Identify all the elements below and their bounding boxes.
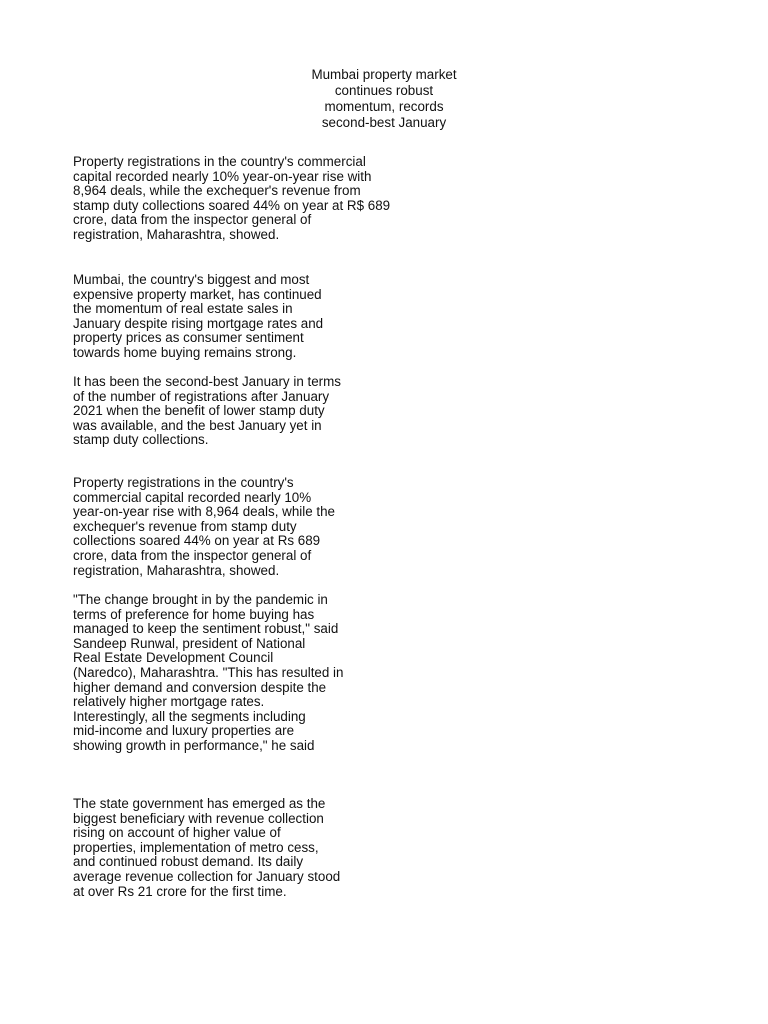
text-line: collections soared 44% on year at Rs 689: [73, 533, 321, 549]
title-line: second-best January: [321, 115, 447, 130]
text-line: The state government has emerged as the: [73, 796, 326, 811]
paragraph-state-government: [73, 797, 433, 899]
paragraph-mumbai-market: [73, 273, 433, 361]
text-line: managed to keep the sentiment robust," said: [73, 621, 339, 637]
text-line: higher demand and conversion despite the: [73, 679, 327, 695]
paragraph-registrations-repeat: [73, 476, 433, 578]
text-line: the momentum of real estate sales in: [73, 301, 293, 317]
text-line: Property registrations in the country's commercial: [73, 154, 366, 169]
text-line: Real Estate Development Council: [73, 650, 274, 666]
text-line: capital recorded nearly 10% year-on-year rise with: [73, 168, 372, 184]
text-line: mid-income and luxury properties are: [73, 723, 295, 739]
text-line: crore, data from the inspector general of: [73, 212, 312, 228]
text-line: registration, Maharashtra, showed.: [73, 562, 280, 578]
text-line: 8,964 deals, while the exchequer's revenue from: [73, 183, 361, 199]
paragraph-second-best: [73, 375, 433, 448]
text-line: Sandeep Runwal, president of National: [73, 635, 306, 651]
title-line: continues robust: [334, 83, 434, 98]
text-line: exchequer's revenue from stamp duty: [73, 518, 297, 534]
text-line: Property registrations in the country's: [73, 475, 294, 490]
text-line: terms of preference for home buying has: [73, 606, 315, 622]
text-line: at over Rs 21 crore for the first time.: [73, 883, 287, 899]
text-line: stamp duty collections soared 44% on year at R$ 689: [73, 197, 391, 213]
text-line: showing growth in performance," he said: [73, 737, 315, 753]
text-line: properties, implementation of metro cess,: [73, 839, 319, 855]
title-line: momentum, records: [324, 99, 444, 114]
text-line: "The change brought in by the pandemic in: [73, 592, 328, 607]
text-line: Mumbai, the country's biggest and most: [73, 272, 310, 287]
text-line: of the number of registrations after January: [73, 388, 330, 404]
text-line: stamp duty collections.: [73, 432, 209, 448]
text-line: rising on account of higher value of: [73, 825, 281, 841]
text-line: 2021 when the benefit of lower stamp duty: [73, 403, 325, 419]
text-line: January despite rising mortgage rates and: [73, 315, 324, 331]
text-line: average revenue collection for January stood: [73, 868, 341, 884]
text-line: year-on-year rise with 8,964 deals, while the: [73, 504, 335, 520]
text-line: crore, data from the inspector general of: [73, 547, 312, 563]
text-line: commercial capital recorded nearly 10%: [73, 489, 312, 505]
paragraph-registrations: [73, 155, 433, 243]
article-title: [284, 67, 484, 131]
text-line: expensive property market, has continued: [73, 286, 322, 302]
text-line: biggest beneficiary with revenue collection: [73, 810, 324, 826]
text-line: property prices as consumer sentiment: [73, 330, 304, 346]
text-line: It has been the second-best January in terms: [73, 374, 341, 389]
text-line: (Naredco), Maharashtra. "This has resulted in: [73, 664, 344, 680]
paragraph-runwal-quote: [73, 593, 433, 754]
text-line: and continued robust demand. Its daily: [73, 854, 304, 870]
text-line: registration, Maharashtra, showed.: [73, 226, 280, 242]
title-line: Mumbai property market: [311, 67, 457, 82]
text-line: relatively higher mortgage rates.: [73, 694, 265, 710]
text-line: towards home buying remains strong.: [73, 344, 297, 360]
text-line: Interestingly, all the segments including: [73, 708, 306, 724]
text-line: was available, and the best January yet in: [73, 417, 322, 433]
